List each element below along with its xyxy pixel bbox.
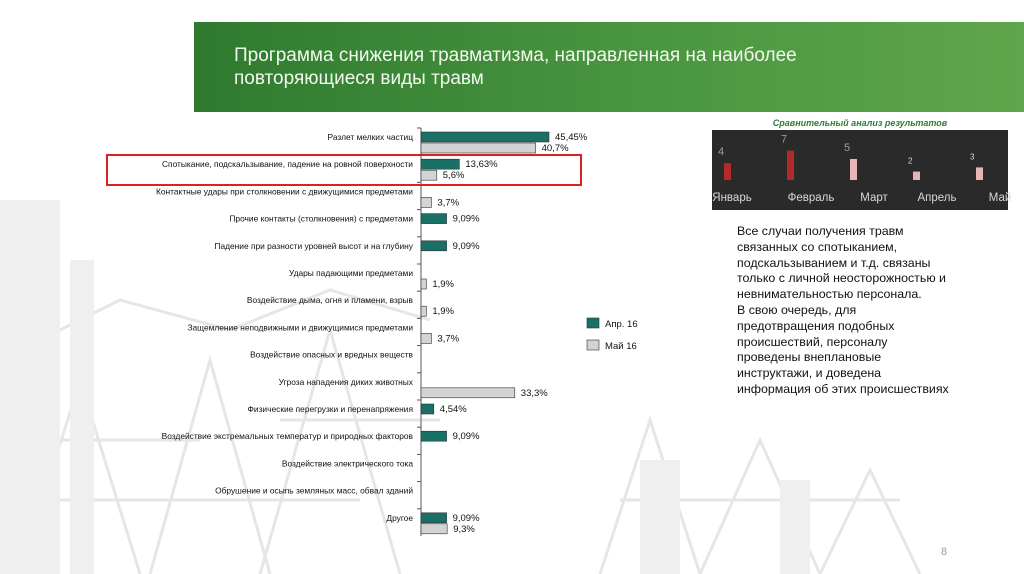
note-line: Все случаи получения травм [737,224,904,238]
category-label: Воздействие дыма, огня и пламени, взрыв [246,295,413,306]
bar [421,197,431,207]
data-label: 9,09% [452,431,480,443]
mini-category-label: Январь [712,192,752,204]
bar [421,524,447,534]
bar [421,132,549,142]
bar [421,214,447,224]
bar [421,431,447,441]
note-line: проведены внеплановые [737,350,882,365]
bar [421,513,447,523]
mini-bar [850,159,857,180]
monthly-comparison-chart [712,130,1012,210]
data-label: 9,3% [453,523,475,535]
mini-chart-title: Сравнительный анализ результатов [772,118,948,128]
category-label: Воздействие опасных и вредных веществ [250,349,413,360]
mini-bar [976,167,983,180]
data-label: 9,09% [452,512,480,524]
note-line: происшествий, персоналу [737,334,888,349]
note-line: подскальзыванием и т.д. связаны [737,255,931,270]
category-label: Спотыкание, подскальзывание, падение на ровной поверхности [162,159,413,170]
mini-value-label: 4 [718,146,725,159]
title-line-1: Программа снижения травматизма, направленная на наиболее [234,45,797,66]
category-label: Другое [386,512,413,523]
bar [421,404,434,414]
bar [421,241,447,251]
category-label: Физические перегрузки и перенапряжения [247,404,413,414]
note-line: В свою очередь, для [737,302,857,317]
data-label: 33,3% [520,387,548,399]
mini-bar [913,172,920,180]
bar [421,388,515,398]
data-label: 13,63% [465,159,498,171]
data-label: 9,09% [452,240,480,252]
note-line: связанных со спотыканием, [737,239,898,254]
data-label: 5,6% [442,170,465,182]
note-line: инструктажи, и доведена [737,366,882,381]
mini-bar [787,151,794,180]
mini-value-label: 7 [781,133,788,146]
category-label: Падение при разности уровней высот и на глубину [214,240,413,251]
mini-value-label: 2 [908,156,913,166]
category-label: Прочие контакты (столкновения) с предметами [229,213,413,224]
highlight-box [106,154,582,186]
bar [421,279,426,289]
legend-swatch [587,318,599,328]
note-line: только с личной неосторожностью и [737,271,946,286]
mini-category-label: Март [860,192,888,204]
mini-category-label: Май [988,192,1012,204]
category-label: Защемление неподвижными и движущимися предметами [187,322,413,333]
mini-bar [724,163,731,180]
note-line: информация об этих происшествиях [737,381,949,396]
title-line-2: повторяющиеся виды травм [234,68,484,89]
legend-label: Май 16 [605,341,637,352]
category-label: Воздействие экстремальных температур и природных факторов [161,431,413,442]
data-label: 9,09% [452,213,480,225]
bar [421,306,426,316]
mini-value-label: 3 [970,152,975,162]
data-label: 3,7% [437,197,460,209]
data-label: 3,7% [437,333,460,345]
category-label: Обрушение и осыпь земляных масс, обвал зданий [215,485,413,496]
category-label: Разлет мелких частиц [327,132,413,142]
mini-value-label: 5 [844,142,851,154]
data-label: 1,9% [432,279,455,290]
data-label: 40,7% [541,143,569,154]
bar [421,143,536,153]
category-label: Удары падающими предметами [288,268,413,278]
legend-swatch [587,340,599,350]
mini-category-label: Апрель [917,192,957,204]
bar [421,333,431,343]
note-text [737,224,977,398]
data-label: 4,54% [439,404,467,415]
legend-label: Апр. 16 [605,319,638,330]
category-label: Контактные удары при столкновении с движущимися предметами [156,186,413,197]
note-line: предотвращения подобных [737,318,895,333]
category-label: Воздействие электрического тока [281,458,413,469]
category-label: Угроза нападения диких животных [278,376,413,387]
data-label: 45,45% [555,132,588,143]
data-label: 1,9% [432,306,455,318]
note-line: невнимательностью персонала. [737,287,922,302]
page-number: 8 [941,546,948,558]
mini-category-label: Февраль [787,192,835,204]
